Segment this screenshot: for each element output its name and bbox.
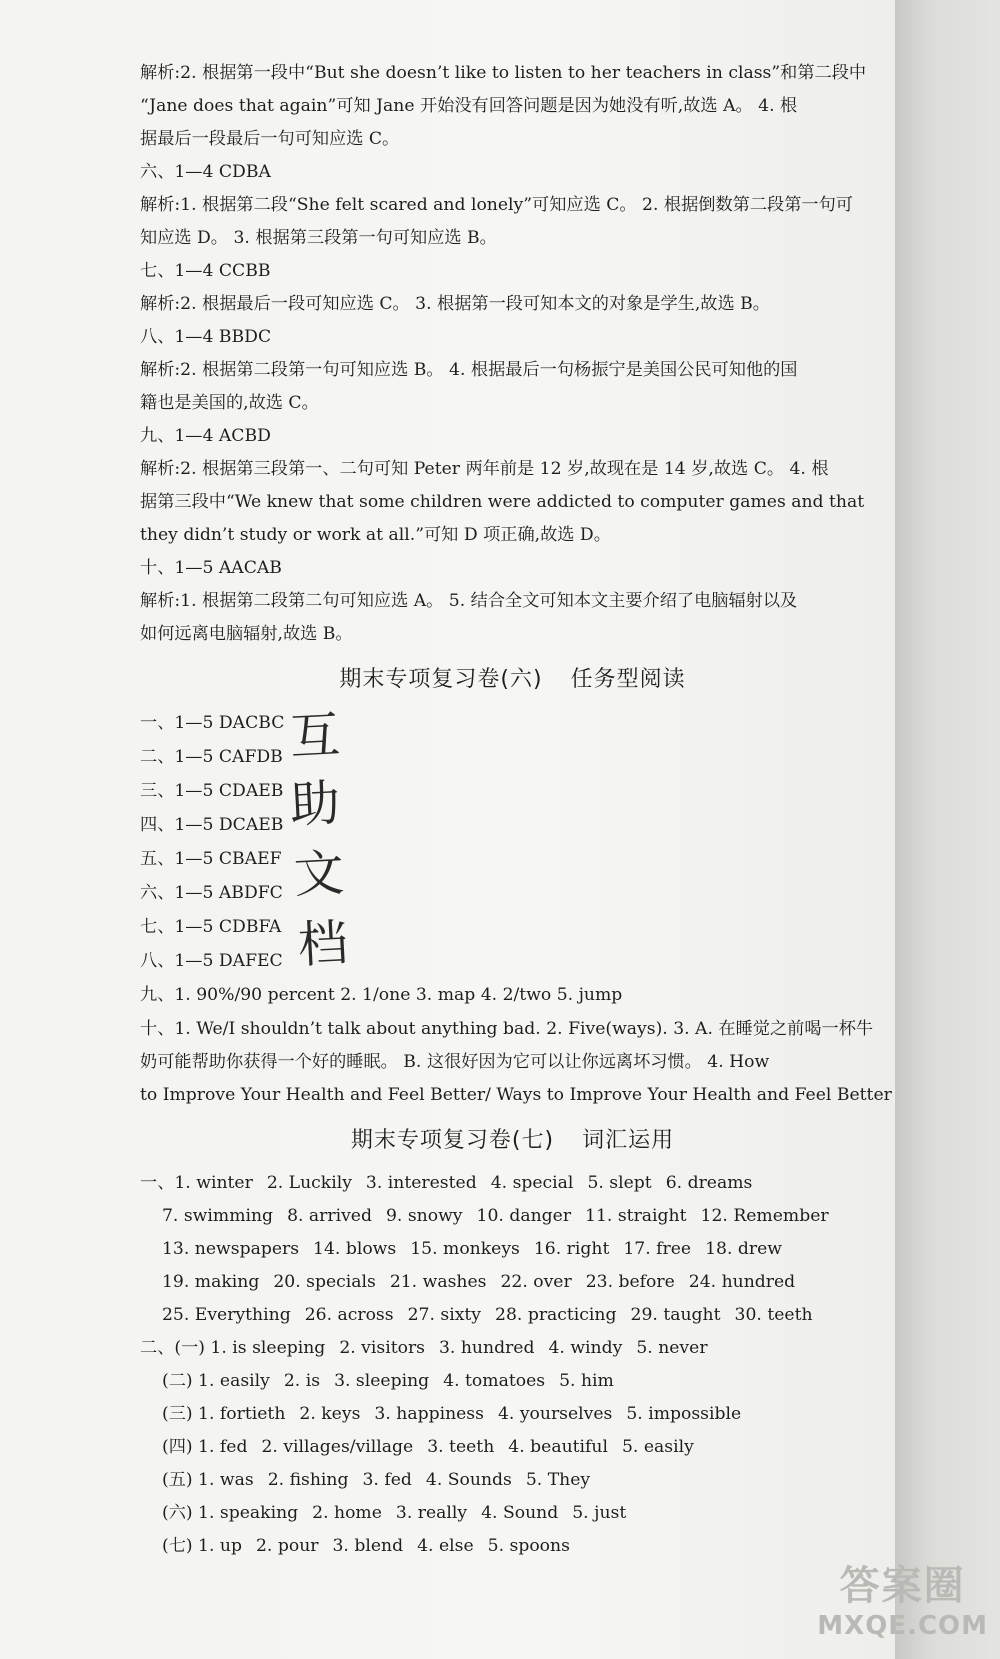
vocab-row	[162, 1234, 796, 1264]
vocab-answer: 一、1. winter	[140, 1173, 253, 1193]
watermark-logo: 答案圈	[839, 1563, 966, 1609]
handwritten-mark: 档	[296, 913, 350, 975]
vocab-answer: 5. easily	[621, 1437, 694, 1457]
vocab-answer: 4. special	[490, 1173, 574, 1193]
vocab-row	[162, 1432, 708, 1462]
vocab-answer: 3. sleeping	[334, 1371, 430, 1391]
answer-line: 三、1—5 CDAEB	[140, 781, 284, 801]
vocab-answer: 2. villages/village	[261, 1437, 414, 1457]
vocab-answer: (四) 1. fed	[162, 1437, 248, 1457]
vocab-answer: 2. home	[312, 1503, 382, 1523]
vocab-answer: (七) 1. up	[162, 1536, 242, 1556]
vocab-answer: 3. teeth	[427, 1437, 495, 1457]
vocab-answer: (五) 1. was	[162, 1470, 254, 1490]
vocab-answer: 21. washes	[389, 1272, 487, 1292]
vocab-answer: 29. taught	[630, 1305, 721, 1325]
vocab-answer: 18. drew	[705, 1239, 782, 1259]
vocab-answer: 3. fed	[362, 1470, 412, 1490]
vocab-answer: 11. straight	[585, 1206, 687, 1226]
vocab-answer: 23. before	[585, 1272, 675, 1292]
vocab-answer: 4. yourselves	[497, 1404, 613, 1424]
vocab-row	[162, 1366, 628, 1396]
vocab-row	[162, 1531, 584, 1561]
vocab-answer: 26. across	[304, 1305, 394, 1325]
vocab-answer: 4. else	[417, 1536, 474, 1556]
vocab-answer: 4. beautiful	[508, 1437, 608, 1457]
vocab-row	[162, 1399, 755, 1429]
vocab-answer: 2. Luckily	[266, 1173, 352, 1193]
text-line: they didn’t study or work at all.”可知 D 项正确,故选 D。	[140, 525, 611, 545]
vocab-answer: 5. slept	[587, 1173, 652, 1193]
vocab-answer: 2. keys	[299, 1404, 361, 1424]
text-line: 籍也是美国的,故选 C。	[140, 393, 319, 413]
section-title-6	[140, 662, 885, 698]
answer-line: 七、1—4 CCBB	[140, 261, 271, 281]
text-line: 解析:1. 根据第二段“She felt scared and lonely”可知应选 C。 2. 根据倒数第二段第一句可	[140, 195, 853, 215]
vocab-answer: 19. making	[162, 1272, 260, 1292]
vocab-answer: 5. They	[525, 1470, 591, 1490]
section-title-text: 期末专项复习卷(六)	[339, 667, 543, 692]
vocab-row	[162, 1498, 640, 1528]
vocab-answer: 3. blend	[332, 1536, 404, 1556]
section-subtitle-text: 词汇运用	[582, 1128, 675, 1153]
text-line: 知应选 D。 3. 根据第三段第一句可知应选 B。	[140, 228, 497, 248]
vocab-answer: 二、(一) 1. is sleeping	[140, 1338, 326, 1358]
handwritten-mark: 文	[292, 843, 346, 905]
vocab-row	[162, 1300, 827, 1330]
vocab-answer: 8. arrived	[287, 1206, 372, 1226]
vocab-answer: 9. snowy	[386, 1206, 463, 1226]
vocab-answer: 2. fishing	[267, 1470, 349, 1490]
watermark	[817, 1554, 988, 1641]
vocab-answer: 2. pour	[256, 1536, 319, 1556]
vocab-answer: 4. Sounds	[425, 1470, 512, 1490]
text-line: “Jane does that again”可知 Jane 开始没有回答问题是因为她没有听,故选 A。 4. 根	[140, 96, 798, 116]
vocab-answer: 5. him	[559, 1371, 614, 1391]
answer-line: 七、1—5 CDBFA	[140, 917, 282, 937]
vocab-answer: (三) 1. fortieth	[162, 1404, 286, 1424]
text-line: 据最后一段最后一句可知应选 C。	[140, 129, 400, 149]
vocab-answer: 2. is	[283, 1371, 321, 1391]
vocab-answer: 7. swimming	[162, 1206, 274, 1226]
vocab-answer: 3. happiness	[374, 1404, 484, 1424]
text-line: 解析:2. 根据最后一段可知应选 C。 3. 根据第一段可知本文的对象是学生,故选 B。	[140, 294, 770, 314]
text-line: 解析:2. 根据第一段中“But she doesn’t like to listen to her teachers in class”和第二段中	[140, 63, 867, 83]
vocab-answer: 25. Everything	[162, 1305, 291, 1325]
vocab-answer: 5. spoons	[487, 1536, 570, 1556]
section-title-7	[140, 1123, 885, 1159]
answer-line: 八、1—4 BBDC	[140, 327, 272, 347]
handwritten-mark: 互	[288, 705, 342, 767]
answer-line: 四、1—5 DCAEB	[140, 815, 284, 835]
answer-line: 九、1. 90%/90 percent 2. 1/one 3. map 4. 2/two 5. jump	[140, 985, 623, 1005]
vocab-row	[140, 1168, 766, 1198]
answer-line: 八、1—5 DAFEC	[140, 951, 283, 971]
vocab-answer: 4. windy	[548, 1338, 623, 1358]
vocab-answer: 13. newspapers	[162, 1239, 300, 1259]
text-line: 奶可能帮助你获得一个好的睡眠。 B. 这很好因为它可以让你远离坏习惯。 4. How	[140, 1052, 770, 1072]
vocab-answer: 6. dreams	[665, 1173, 753, 1193]
section-title-text: 期末专项复习卷(七)	[350, 1128, 555, 1153]
section-subtitle-text: 任务型阅读	[570, 667, 686, 692]
vocab-answer: (六) 1. speaking	[162, 1503, 299, 1523]
vocab-row	[162, 1201, 843, 1231]
answer-line: 六、1—4 CDBA	[140, 162, 271, 182]
text-line: 据第三段中“We knew that some children were addicted to computer games and that	[140, 492, 865, 512]
vocab-answer: 27. sixty	[407, 1305, 482, 1325]
answer-line: 一、1—5 DACBC	[140, 713, 285, 733]
answer-line: 九、1—4 ACBD	[140, 426, 271, 446]
vocab-answer: 28. practicing	[495, 1305, 617, 1325]
vocab-answer: 5. just	[572, 1503, 627, 1523]
vocab-answer: 5. impossible	[626, 1404, 742, 1424]
handwritten-mark: 助	[288, 773, 342, 835]
answer-line: 十、1. We/I shouldn’t talk about anything bad. 2. Five(ways). 3. A. 在睡觉之前喝一杯牛	[140, 1019, 874, 1039]
answer-line: 二、1—5 CAFDB	[140, 747, 283, 767]
answer-line: 五、1—5 CBAEF	[140, 849, 282, 869]
vocab-answer: 14. blows	[313, 1239, 397, 1259]
vocab-row	[140, 1333, 722, 1363]
text-line: 如何远离电脑辐射,故选 B。	[140, 624, 353, 644]
answer-line: 六、1—5 ABDFC	[140, 883, 283, 903]
vocab-answer: 3. really	[395, 1503, 468, 1523]
text-line: 解析:1. 根据第二段第二句可知应选 A。 5. 结合全文可知本文主要介绍了电脑辐射以及	[140, 591, 798, 611]
vocab-answer: 3. interested	[365, 1173, 477, 1193]
vocab-answer: 2. visitors	[339, 1338, 425, 1358]
vocab-answer: 17. free	[623, 1239, 692, 1259]
vocab-answer: 22. over	[500, 1272, 572, 1292]
text-line: to Improve Your Health and Feel Better/ Ways to Improve Your Health and Feel Better	[140, 1085, 892, 1105]
vocab-answer: 15. monkeys	[410, 1239, 520, 1259]
vocab-answer: 16. right	[533, 1239, 610, 1259]
vocab-answer: 24. hundred	[688, 1272, 796, 1292]
vocab-answer: 3. hundred	[439, 1338, 535, 1358]
vocab-answer: 4. tomatoes	[443, 1371, 546, 1391]
text-line: 解析:2. 根据第二段第一句可知应选 B。 4. 根据最后一句杨振宁是美国公民可知他的国	[140, 360, 798, 380]
watermark-url: MXQE.COM	[817, 1611, 988, 1641]
text-line: 解析:2. 根据第三段第一、二句可知 Peter 两年前是 12 岁,故现在是 14 岁,故选 C。 4. 根	[140, 459, 829, 479]
vocab-answer: 4. Sound	[481, 1503, 559, 1523]
vocab-answer: 12. Remember	[700, 1206, 829, 1226]
vocab-answer: (二) 1. easily	[162, 1371, 270, 1391]
vocab-answer: 20. specials	[273, 1272, 376, 1292]
vocab-row	[162, 1465, 604, 1495]
vocab-answer: 5. never	[636, 1338, 708, 1358]
page-edge-strip	[895, 0, 1000, 1659]
vocab-answer: 30. teeth	[734, 1305, 813, 1325]
vocab-row	[162, 1267, 809, 1297]
vocab-answer: 10. danger	[476, 1206, 572, 1226]
answer-line: 十、1—5 AACAB	[140, 558, 282, 578]
